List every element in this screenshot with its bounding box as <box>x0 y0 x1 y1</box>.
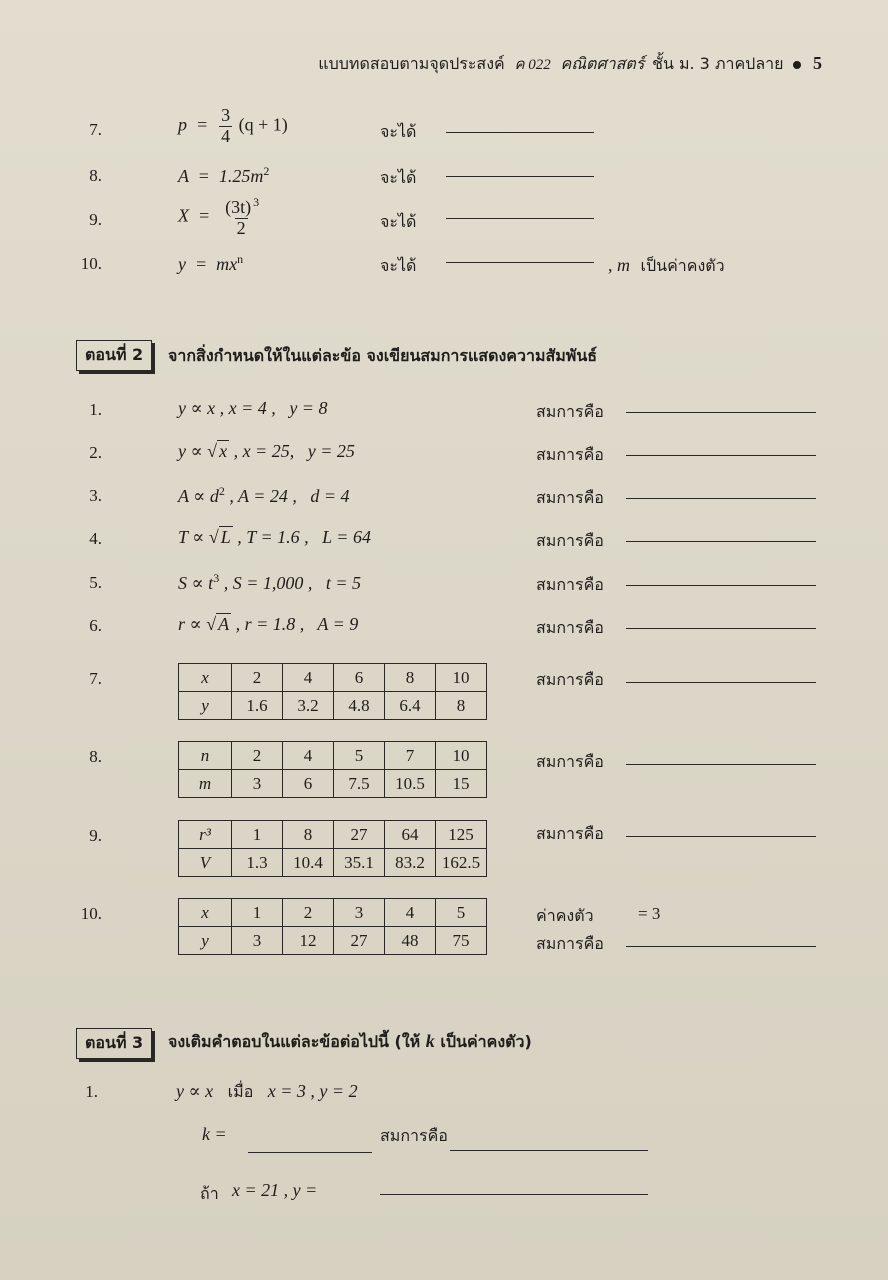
table-cell: 7 <box>385 742 436 770</box>
table-cell: 1 <box>232 821 283 849</box>
p2-item-1-expr: y ∝ x , x = 4 , y = 8 <box>178 398 328 418</box>
table-header-cell: x <box>179 899 232 927</box>
table-cell: 5 <box>334 742 385 770</box>
answer-blank[interactable] <box>446 262 594 263</box>
table-cell: 2 <box>283 899 334 927</box>
table-row <box>179 664 487 692</box>
if-expr: x = 21 , y = <box>232 1180 318 1200</box>
page-header <box>318 52 822 77</box>
p2-item-3-expr: $A \propto d^2$ , A = 24 , d = 4 <box>178 484 350 506</box>
table-cell: 4 <box>385 899 436 927</box>
k-answer-blank[interactable] <box>248 1152 372 1153</box>
table-cell: 8 <box>436 692 487 720</box>
page-number: 5 <box>813 53 822 73</box>
table-cell: 4 <box>283 664 334 692</box>
header-title: แบบทดสอบตามจุดประสงค์ <box>318 54 505 73</box>
table-cell: 4.8 <box>334 692 385 720</box>
answer-label: สมการคือ <box>536 618 604 637</box>
table-cell: 1.3 <box>232 849 283 877</box>
p1-item-num: 8. <box>89 166 102 185</box>
answer-blank[interactable] <box>446 176 594 177</box>
constant-label: ค่าคงตัว <box>536 906 594 925</box>
table-header-cell: x <box>179 664 232 692</box>
p1-item-7-label: จะได้ <box>380 122 417 141</box>
table-cell: 10 <box>436 742 487 770</box>
data-table <box>178 663 487 720</box>
table-row <box>179 742 487 770</box>
part3-label: ตอนที่ 3 <box>76 1028 152 1059</box>
table-cell: 35.1 <box>334 849 385 877</box>
table-row <box>179 770 487 798</box>
table-cell: 10 <box>436 664 487 692</box>
table-cell: 10.5 <box>385 770 436 798</box>
part2-instruction: จากสิ่งกำหนดให้ในแต่ละข้อ จงเขียนสมการแสดงความสัมพันธ์ <box>168 346 598 365</box>
p2-item-num: 4. <box>89 529 102 548</box>
p2-table-num: 10. <box>80 904 102 923</box>
answer-blank[interactable] <box>626 628 816 629</box>
table-cell: 3 <box>334 899 385 927</box>
table-cell: 3 <box>232 927 283 955</box>
data-table <box>178 741 487 798</box>
table-header-cell: y <box>179 927 232 955</box>
table-cell: 7.5 <box>334 770 385 798</box>
part2-label: ตอนที่ 2 <box>76 340 152 371</box>
table-header-cell: y <box>179 692 232 720</box>
table-cell: 1 <box>232 899 283 927</box>
answer-blank[interactable] <box>446 132 594 133</box>
p2-table-num: 8. <box>89 747 102 766</box>
answer-blank[interactable] <box>626 946 816 947</box>
p2-item-4-expr: T ∝ √ L , T = 1.6 , L = 64 <box>178 527 371 547</box>
p1-item-num: 10. <box>80 254 102 273</box>
part3-instruction: จงเติมคำตอบในแต่ละข้อต่อไปนี้ (ให้ k เป็นค่าคงตัว) <box>168 1031 532 1051</box>
table-header-cell: n <box>179 742 232 770</box>
p1-item-9-expr: X = $\frac{(3t) ^3}{2}$ <box>178 195 260 238</box>
table-cell: 83.2 <box>385 849 436 877</box>
answer-blank[interactable] <box>626 764 816 765</box>
table-header-cell: m <box>179 770 232 798</box>
p1-item-10-note: , m เป็นค่าคงตัว <box>608 255 725 275</box>
answer-blank[interactable] <box>626 836 816 837</box>
table-row <box>179 821 487 849</box>
table-cell: 27 <box>334 927 385 955</box>
table-cell: 162.5 <box>436 849 487 877</box>
header-course-code: ค 022 <box>514 57 551 73</box>
table-header-cell: V <box>179 849 232 877</box>
data-table <box>178 898 487 955</box>
table-cell: 125 <box>436 821 487 849</box>
p1-item-10-expr: $y = mx^n$ <box>178 252 244 274</box>
bullet-icon <box>793 61 801 69</box>
answer-blank[interactable] <box>626 541 816 542</box>
answer-blank[interactable] <box>626 498 816 499</box>
answer-label: สมการคือ <box>536 575 604 594</box>
table-row <box>179 927 487 955</box>
p2-item-2-expr: y ∝ √ x , x = 25, y = 25 <box>178 441 355 461</box>
answer-blank[interactable] <box>626 412 816 413</box>
p3-item-1-given: y ∝ x เมื่อ x = 3 , y = 2 <box>176 1081 358 1101</box>
answer-label: สมการคือ <box>536 752 604 771</box>
table-cell: 2 <box>232 664 283 692</box>
p2-item-5-expr: $S \propto t^3$ , S = 1,000 , t = 5 <box>178 571 361 593</box>
eq-label: สมการคือ <box>380 1126 448 1145</box>
p1-item-num: 7. <box>89 120 102 139</box>
answer-label: สมการคือ <box>536 445 604 464</box>
table-cell: 3.2 <box>283 692 334 720</box>
table-cell: 4 <box>283 742 334 770</box>
p2-table-num: 7. <box>89 669 102 688</box>
table-cell: 27 <box>334 821 385 849</box>
p1-item-8-expr: $A = 1.25m^2$ <box>178 164 270 186</box>
answer-label: สมการคือ <box>536 824 604 843</box>
p2-item-num: 3. <box>89 486 102 505</box>
table-row <box>179 692 487 720</box>
table-cell: 75 <box>436 927 487 955</box>
table-cell: 6 <box>334 664 385 692</box>
p2-table-num: 9. <box>89 826 102 845</box>
answer-blank[interactable] <box>626 682 816 683</box>
table-cell: 64 <box>385 821 436 849</box>
table-cell: 8 <box>283 821 334 849</box>
eq-answer-blank[interactable] <box>450 1150 648 1151</box>
table-cell: 15 <box>436 770 487 798</box>
answer-label: สมการคือ <box>536 531 604 550</box>
p2-item-num: 5. <box>89 573 102 592</box>
header-subject: คณิตศาสตร์ <box>560 54 645 73</box>
p1-item-8-label: จะได้ <box>380 168 417 187</box>
answer-label: สมการคือ <box>536 934 604 953</box>
p3-item-num: 1. <box>85 1082 98 1101</box>
p2-item-num: 2. <box>89 443 102 462</box>
answer-label: สมการคือ <box>536 488 604 507</box>
k-label: k = <box>202 1124 227 1144</box>
table-row <box>179 899 487 927</box>
answer-label: สมการคือ <box>536 670 604 689</box>
table-cell: 1.6 <box>232 692 283 720</box>
table-cell: 8 <box>385 664 436 692</box>
table-header-cell: r³ <box>179 821 232 849</box>
table-cell: 3 <box>232 770 283 798</box>
header-grade: ชั้น ม. 3 ภาคปลาย <box>652 54 784 73</box>
table-cell: 12 <box>283 927 334 955</box>
p1-item-num: 9. <box>89 210 102 229</box>
answer-blank[interactable] <box>626 455 816 456</box>
p2-item-num: 6. <box>89 616 102 635</box>
data-table <box>178 820 487 877</box>
if-label: ถ้า <box>200 1184 219 1203</box>
p1-item-7-expr: p = $\frac{3}{4}$ (q + 1) <box>178 105 288 146</box>
table-cell: 2 <box>232 742 283 770</box>
table-cell: 10.4 <box>283 849 334 877</box>
answer-blank[interactable] <box>446 218 594 219</box>
answer-label: สมการคือ <box>536 402 604 421</box>
p1-item-10-label: จะได้ <box>380 256 417 275</box>
p2-item-num: 1. <box>89 400 102 419</box>
constant-value: = 3 <box>638 904 661 923</box>
table-cell: 48 <box>385 927 436 955</box>
answer-blank[interactable] <box>626 585 816 586</box>
table-cell: 5 <box>436 899 487 927</box>
table-cell: 6.4 <box>385 692 436 720</box>
table-cell: 6 <box>283 770 334 798</box>
table-row <box>179 849 487 877</box>
y-answer-blank[interactable] <box>380 1194 648 1195</box>
p2-item-6-expr: r ∝ √ A , r = 1.8 , A = 9 <box>178 614 359 634</box>
p1-item-9-label: จะได้ <box>380 212 417 231</box>
